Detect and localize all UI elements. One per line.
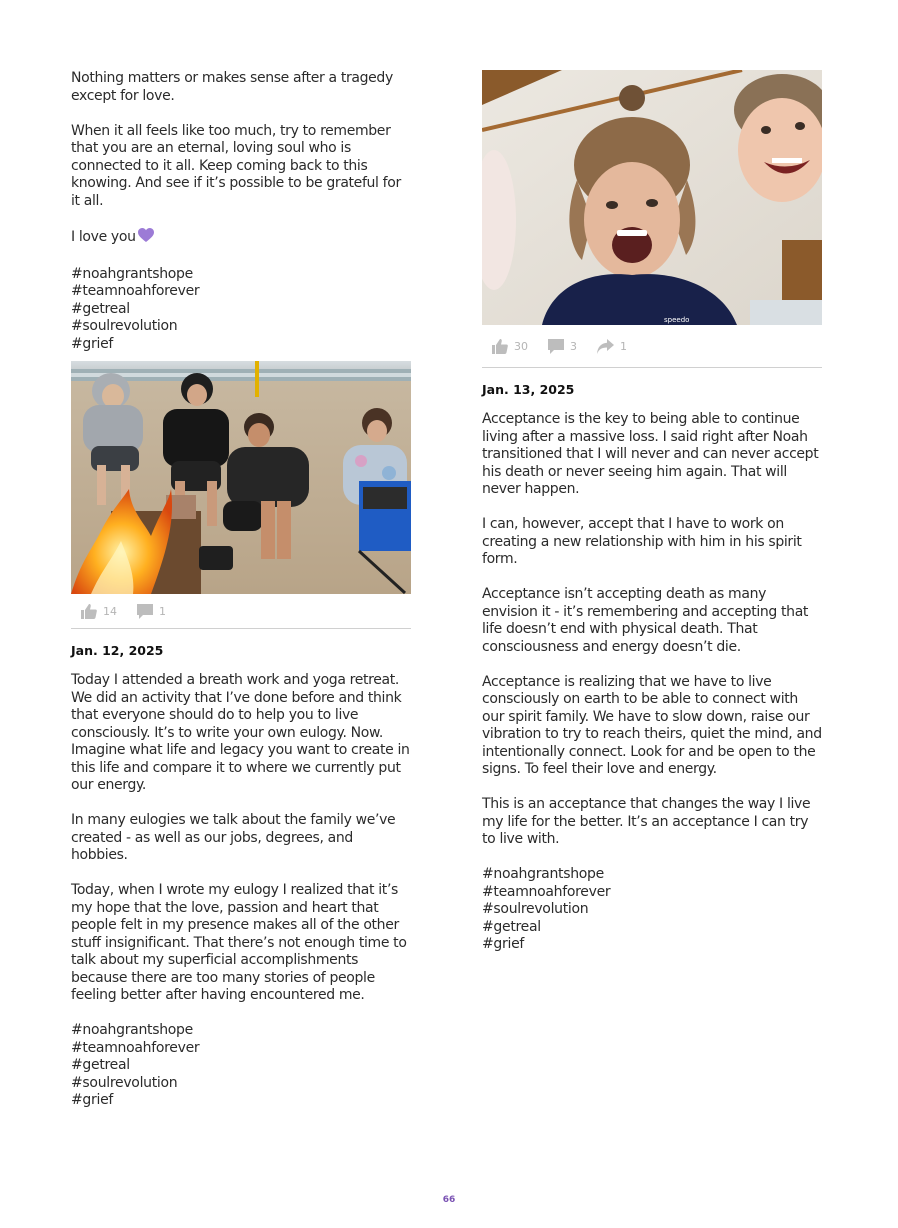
left-column [71, 70, 411, 1110]
comment-count: 3 [570, 339, 577, 353]
laughing-boys-photo [482, 70, 822, 325]
like-count: 30 [514, 339, 528, 353]
comment-reaction[interactable] [548, 339, 577, 354]
love-line-text: I love you [71, 228, 136, 245]
hashtag[interactable]: #grief [71, 1092, 114, 1108]
hashtag[interactable]: #soulrevolution [482, 901, 589, 917]
right-reactions-bar [482, 325, 822, 368]
post-date: Jan. 12, 2025 [71, 643, 164, 658]
svg-text:speedo: speedo [664, 316, 690, 324]
like-reaction[interactable] [81, 604, 117, 619]
share-arrow-icon [597, 339, 614, 354]
post-paragraph-4: Acceptance is realizing that we have to live consciously on earth to be able to connect with our spirit family. We have to slow down, raise our vibration to try to reach theirs, quiet the mind, and intentionally connect. Look for and be open to the signs. To feel their love and energy. [482, 673, 822, 777]
intro-paragraph-1: Nothing matters or makes sense after a tragedy except for love. [71, 70, 393, 104]
share-reaction[interactable] [597, 339, 627, 354]
comment-icon [548, 339, 564, 354]
post-paragraph-1: Acceptance is the key to being able to continue living after a massive loss. I said right after Noah transitioned that I will never and can never accept his death or never seeing him again. That will never happen. [482, 411, 819, 497]
post-hashtags [482, 866, 822, 954]
page-number: 66 [442, 1195, 456, 1205]
post-paragraph-1: Today I attended a breath work and yoga retreat. We did an activity that I’ve done before and think that everyone should do to help you to live consciously. It’s to write your own eulogy. Now. Imagine what life and legacy you want to create in this life and compare it to where we currently put our energy. [71, 672, 410, 793]
hashtag[interactable]: #grief [71, 335, 114, 352]
hashtag[interactable]: #teamnoahforever [71, 283, 200, 299]
post-paragraph-2: In many eulogies we talk about the family we’ve created - as well as our jobs, degrees, and hobbies. [71, 812, 396, 863]
hashtag[interactable]: #grief [482, 936, 525, 952]
hashtag[interactable]: #soulrevolution [71, 318, 178, 334]
post-paragraph-3: Today, when I wrote my eulogy I realized that it’s my hope that the love, passion and heart that people felt in my presence makes all of the other stuff insignificant. That there’s not enough time to talk about my superficial accomplishments because there are too many stories of people feeling better after having encountered me. [71, 882, 407, 1003]
hashtag[interactable]: #teamnoahforever [71, 1039, 200, 1056]
hashtag[interactable]: #teamnoahforever [482, 883, 611, 900]
beach-bonfire-photo [71, 361, 411, 594]
post-paragraph-5: This is an acceptance that changes the way I live my life for the better. It’s an acceptance I can try to live with. [482, 796, 811, 847]
post-hashtags [71, 1022, 411, 1110]
like-count: 14 [103, 604, 117, 618]
hashtag[interactable]: #soulrevolution [71, 1074, 178, 1091]
intro-hashtags [71, 266, 411, 354]
hashtag[interactable]: #noahgrantshope [71, 1022, 193, 1038]
thumbs-up-icon [492, 339, 508, 354]
purple-heart-icon [138, 228, 154, 249]
thumbs-up-icon [81, 604, 97, 619]
right-column [482, 70, 822, 954]
comment-reaction[interactable] [137, 604, 166, 619]
like-reaction[interactable] [492, 339, 528, 354]
hashtag[interactable]: #noahgrantshope [71, 265, 193, 282]
love-line [71, 228, 411, 249]
post-date: Jan. 13, 2025 [482, 382, 575, 397]
hashtag[interactable]: #noahgrantshope [482, 866, 604, 882]
hashtag[interactable]: #getreal [71, 300, 130, 317]
hashtag[interactable]: #getreal [71, 1057, 130, 1073]
comment-count: 1 [159, 604, 166, 618]
comment-icon [137, 604, 153, 619]
post-paragraph-3: Acceptance isn’t accepting death as many envision it - it’s remembering and accepting that life doesn’t end with physical death. That consciousness and energy doesn’t die. [482, 586, 809, 655]
intro-paragraph-2: When it all feels like too much, try to remember that you are an eternal, loving soul who is connected to it all. Keep coming back to this knowing. And see if it’s possible to be grateful for it all. [71, 122, 401, 209]
post-paragraph-2: I can, however, accept that I have to work on creating a new relationship with him in his spirit form. [482, 516, 802, 567]
hashtag[interactable]: #getreal [482, 918, 541, 935]
left-reactions-bar [71, 594, 411, 629]
share-count: 1 [620, 339, 627, 353]
